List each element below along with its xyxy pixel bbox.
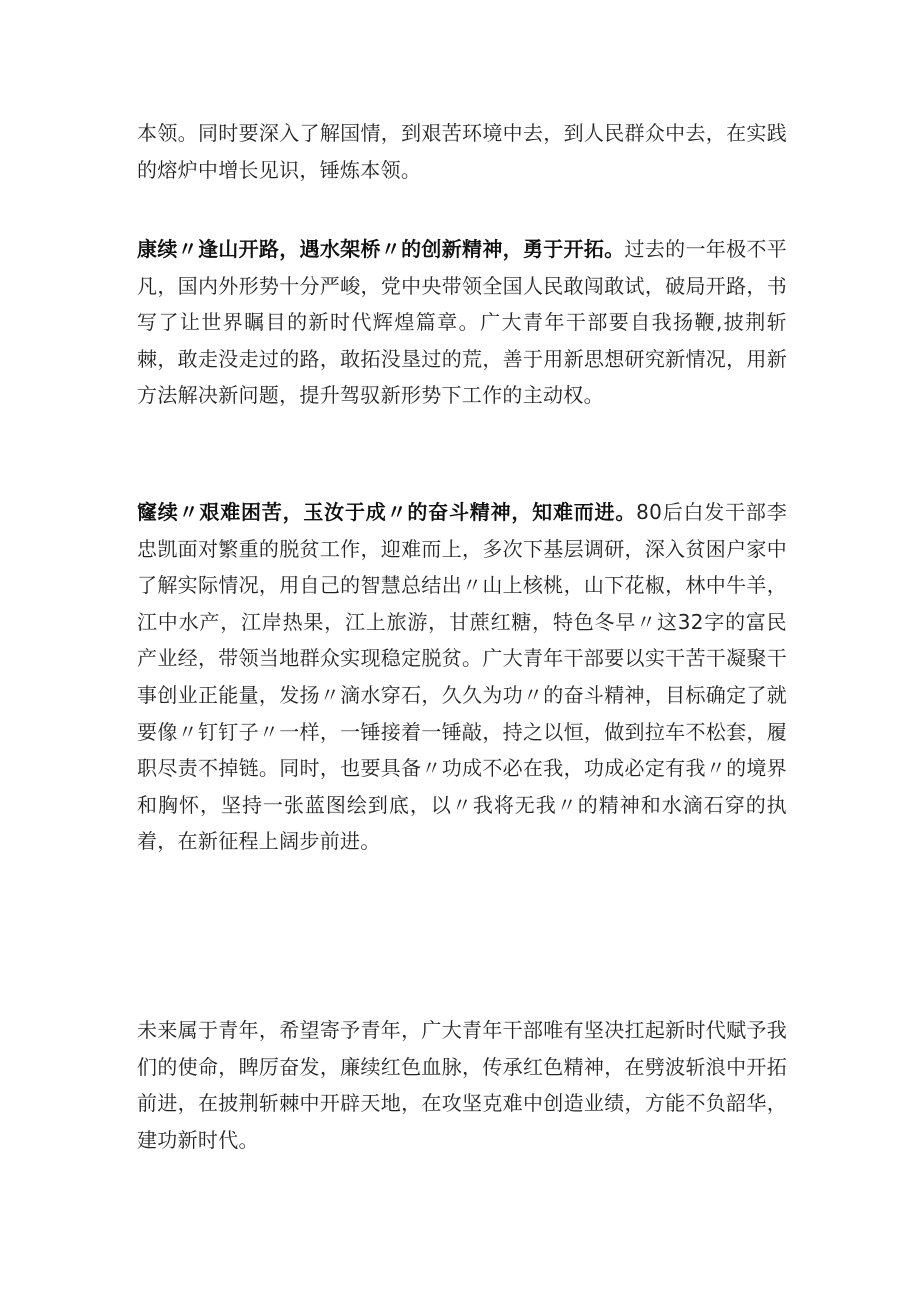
paragraph-heading: 康续〃逢山开路，遇水架桥〃的创新精神，勇于开拓。 — [137, 237, 625, 261]
paragraph-body: 过去的一年极不平凡，国内外形势十分严峻，党中央带领全国人民敢闯敢试，破局开路，书写了让世界瞩目的新时代辉煌篇章。广大青年干部要自我扬鞭,披荆斩棘，敢走没走过的路，敢拓没垦过的荒，善于用新思想研究新情况，用新方法解决新问题，提升驾驭新形势下工作的主动权。 — [137, 237, 788, 408]
paragraph-body: 未来属于青年，希望寄予青年，广大青年干部唯有坚决扛起新时代赋予我们的使命，睥厉奋发，廉续红色血脉，传承红色精神，在劈波斩浪中开拓前进，在披荆斩棘中开辟天地，在攻坚克难中创造业绩，方能不负韶华，建功新时代。 — [137, 1018, 787, 1152]
paragraph-body: 80后白发干部李忠凯面对繁重的脱贫工作，迎难而上，多次下基层调研，深入贫困户家中了解实际情况，用自己的智慧总结出〃山上核桃，山下花椒，林中牛羊，江中水产，江岸热果，江上旅游，甘蔗红糖，特色冬早〃这32字的富民产业经，带领当地群众实现稳定脱贫。广大青年干部要以实干苦干凝聚干事创业正能量，发扬〃滴水穿石，久久为功〃的奋斗精神，目标确定了就要像〃钉钉子〃一样，一锤接着一锤敲，持之以恒，做到拉车不松套，履职尽责不掉链。同时，也要具备〃功成不必在我，功成必定有我〃的境界和胸怀，坚持一张蓝图绘到底，以〃我将无我〃的精神和水滴石穿的执着，在新征程上阔步前进。 — [137, 500, 787, 854]
paragraph-innovation-spirit — [137, 231, 787, 414]
paragraph-body: 本领。同时要深入了解国情，到艰苦环境中去，到人民群众中去，在实践的熔炉中增长见识，锤炼本领。 — [137, 121, 787, 182]
paragraph-intro-continuation — [137, 115, 787, 188]
paragraph-conclusion — [137, 1012, 787, 1158]
paragraph-struggle-spirit — [137, 494, 787, 860]
paragraph-heading: 窿续〃艰难困苦，玉汝于成〃的奋斗精神，知难而进。 — [137, 500, 637, 524]
